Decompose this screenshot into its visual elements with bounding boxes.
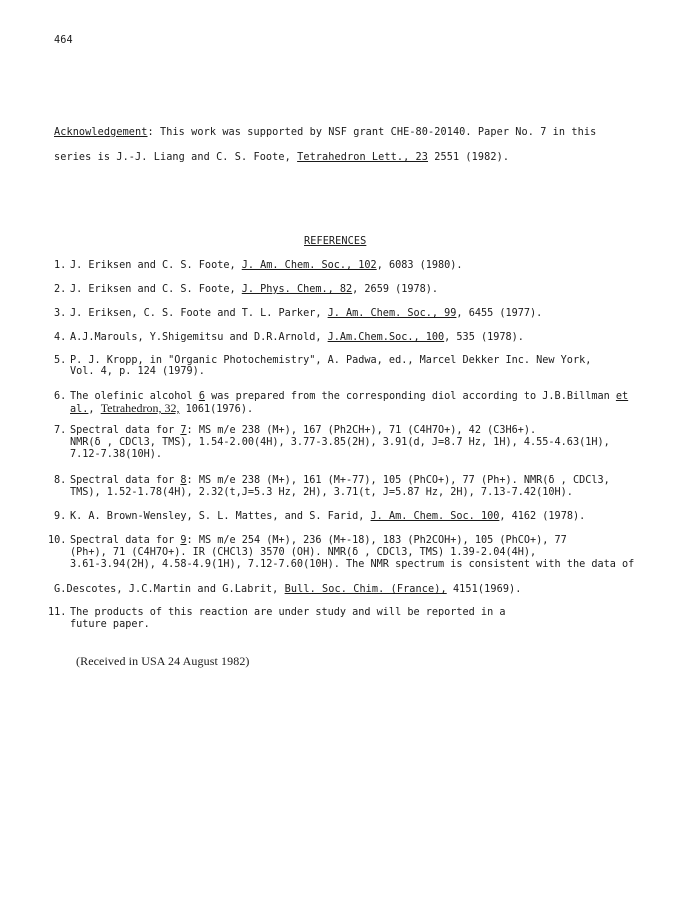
et-al-text: et [615, 391, 629, 402]
reference-number: 6. [54, 391, 67, 402]
reference-7 [54, 425, 536, 437]
compound-number: 9 [180, 535, 187, 546]
spectral-data: : MS m/e 254 (M+), 236 (M+-18), 183 (Ph2COH+), 105 (PhCO+), 77 [186, 535, 567, 546]
reference-number: 5. [54, 355, 67, 366]
reference-10-ir: (Ph+), 71 (C4H7O+). IR (CHCl3) 3570 (OH). NMR(δ , CDCl3, TMS) 1.39-2.04(4H), [70, 547, 537, 558]
compound-number: 7 [180, 425, 187, 436]
compound-number: 6 [198, 391, 205, 402]
acknowledgement-line-1 [54, 127, 596, 139]
reference-5-continued: Vol. 4, p. 124 (1979). [70, 366, 205, 377]
reference-number: 8. [54, 475, 67, 486]
reference-text: was prepared from the corresponding diol according to J.B.Billman [204, 391, 616, 402]
spectral-data: : MS m/e 238 (M+), 161 (M+-77), 105 (PhCO+), 77 (Ph+). NMR(δ , CDCl3, [186, 475, 610, 486]
reference-pages: , 6455 (1977). [456, 308, 543, 319]
reference-7-nmr: NMR(δ , CDCl3, TMS), 1.54-2.00(4H), 3.77-3.85(2H), 3.91(d, J=8.7 Hz, 1H), 4.55-4.63(1H), [70, 437, 610, 448]
reference-number: 11. [48, 607, 67, 618]
reference-3 [54, 308, 542, 320]
journal-citation: J. Am. Chem. Soc. 100 [370, 511, 500, 522]
reference-text: Spectral data for [70, 425, 181, 436]
journal-citation: J. Am. Chem. Soc., 102 [241, 260, 377, 271]
reference-7-continued: 7.12-7.38(10H). [70, 449, 163, 460]
reference-pages: , 4162 (1978). [499, 511, 586, 522]
acknowledgement-text-3: 2551 (1982). [428, 152, 510, 163]
references-heading: REFERENCES [304, 236, 367, 247]
journal-citation: J.Am.Chem.Soc., 100 [327, 332, 445, 343]
reference-2 [54, 284, 438, 296]
reference-authors: G.Descotes, J.C.Martin and G.Labrit, [54, 584, 285, 595]
journal-citation: Tetrahedron Lett., 23 [297, 152, 429, 163]
reference-number: 9. [54, 511, 67, 522]
reference-9 [54, 511, 585, 523]
journal-citation: J. Am. Chem. Soc., 99 [327, 308, 457, 319]
reference-text: The products of this reaction are under study and will be reported in a [70, 607, 506, 618]
et-al-text: al. [70, 404, 89, 415]
reference-pages: 1061(1976). [179, 404, 254, 415]
acknowledgement-text-2: series is J.-J. Liang and C. S. Foote, [54, 152, 298, 163]
reference-authors: A.J.Marouls, Y.Shigemitsu and D.R.Arnold, [70, 332, 328, 343]
reference-10-nmr: 3.61-3.94(2H), 4.58-4.9(1H), 7.12-7.60(10H). The NMR spectrum is consistent with the data of [70, 559, 635, 570]
reference-8-continued: TMS), 1.52-1.78(4H), 2.32(t,J=5.3 Hz, 2H), 3.71(t, J=5.87 Hz, 2H), 7.13-7.42(10H). [70, 487, 573, 498]
reference-text: The olefinic alcohol [70, 391, 199, 402]
reference-8 [54, 475, 610, 487]
reference-number: 2. [54, 284, 67, 295]
reference-authors: K. A. Brown-Wensley, S. L. Mattes, and S. Farid, [70, 511, 371, 522]
reference-number: 7. [54, 425, 67, 436]
separator: , [88, 404, 101, 415]
journal-citation: Bull. Soc. Chim. (France), [284, 584, 447, 595]
acknowledgement-text-1: : This work was supported by NSF grant CHE-80-20140. Paper No. 7 in this [147, 127, 597, 138]
acknowledgement-label: Acknowledgement [54, 127, 148, 138]
reference-number: 1. [54, 260, 67, 271]
reference-text: P. J. Kropp, in "Organic Photochemistry", A. Padwa, ed., Marcel Dekker Inc. New York, [70, 355, 592, 366]
page-number: 464 [54, 35, 73, 46]
acknowledgement-line-2 [54, 152, 509, 164]
reference-number: 3. [54, 308, 67, 319]
reference-pages: 4151(1969). [446, 584, 522, 595]
reference-number: 4. [54, 332, 67, 343]
reference-pages: , 6083 (1980). [376, 260, 463, 271]
reference-text: Spectral data for [70, 535, 181, 546]
spectral-data: : MS m/e 238 (M+), 167 (Ph2CH+), 71 (C4H7O+), 42 (C3H6+). [186, 425, 537, 436]
reference-6-continued [70, 402, 253, 416]
reference-authors: J. Eriksen and C. S. Foote, [70, 284, 242, 295]
reference-authors: J. Eriksen, C. S. Foote and T. L. Parker, [70, 308, 328, 319]
journal-citation: Tetrahedron, 32, [100, 401, 180, 415]
reference-authors: J. Eriksen and C. S. Foote, [70, 260, 242, 271]
reference-number: 10. [48, 535, 67, 546]
reference-pages: , 2659 (1978). [352, 284, 439, 295]
received-date: (Received in USA 24 August 1982) [76, 654, 250, 668]
reference-10-continued [54, 584, 522, 596]
reference-text: Spectral data for [70, 475, 181, 486]
reference-4 [54, 332, 524, 344]
reference-11 [48, 607, 505, 619]
reference-11-continued: future paper. [70, 619, 150, 630]
reference-1 [54, 260, 463, 272]
reference-pages: , 535 (1978). [444, 332, 524, 343]
reference-10 [48, 535, 567, 547]
journal-citation: J. Phys. Chem., 82 [241, 284, 353, 295]
compound-number: 8 [180, 475, 187, 486]
